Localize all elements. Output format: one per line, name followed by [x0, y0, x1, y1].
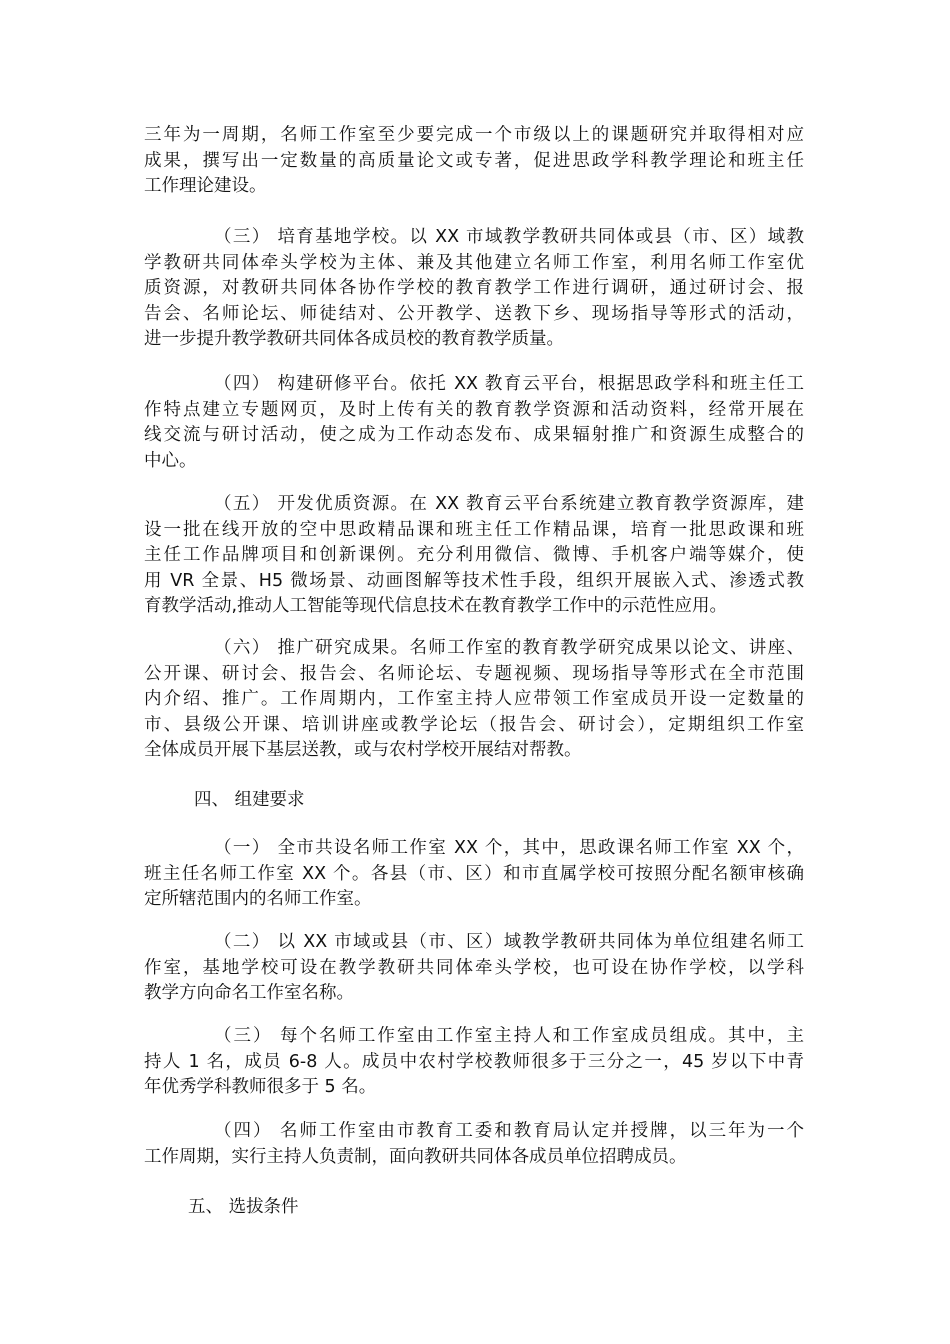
text-line: 用 VR 全景、H5 微场景、动画图解等技术性手段，组织开展嵌入式、渗透式教 — [144, 570, 804, 591]
text-line: 告会、名师论坛、师徒结对、公开教学、送教下乡、现场指导等形式的活动， — [144, 303, 804, 324]
text-line: 学教研共同体牵头学校为主体、兼及其他建立名师工作室，利用名师工作室优 — [144, 252, 804, 273]
paragraph-research-platform — [144, 372, 804, 474]
paragraph-studio-certification — [144, 1119, 804, 1170]
text-line: （一） 全市共设名师工作室 XX 个，其中，思政课名师工作室 XX 个， — [214, 838, 804, 858]
text-line: （六） 推广研究成果。名师工作室的教育教学研究成果以论文、讲座、 — [214, 638, 804, 658]
paragraph-quality-resources — [144, 492, 804, 620]
text-line: 持人 1 名，成员 6-8 人。成员中农村学校教师很多于三分之一，45 岁以下中青 — [144, 1051, 804, 1072]
text-line: 工作理论建设。 — [144, 176, 267, 196]
section-heading-requirements: 四、 组建要求 — [194, 790, 305, 810]
text-line: 主任工作品牌项目和创新课例。充分利用微信、微博、手机客户端等媒介，使 — [144, 545, 804, 565]
section-heading-selection: 五、 选拔条件 — [188, 1197, 299, 1217]
text-line: 质资源，对教研共同体各协作学校的教育教学工作进行调研，通过研讨会、报 — [144, 278, 804, 298]
text-line: 教学方向命名工作室名称。 — [144, 983, 354, 1003]
paragraph-studio-count — [144, 836, 804, 913]
text-line: 育教学活动,推动人工智能等现代信息技术在教育教学工作中的示范性应用。 — [144, 596, 728, 616]
text-line: 进一步提升教学教研共同体各成员校的教育教学质量。 — [144, 329, 564, 349]
text-line: （二） 以 XX 市域或县（市、区）域教学教研共同体为单位组建名师工 — [214, 932, 804, 952]
text-line: 班主任名师工作室 XX 个。各县（市、区）和市直属学校可按照分配名额审核确 — [144, 863, 804, 884]
text-line: 市、县级公开课、培训讲座或教学论坛（报告会、研讨会），定期组织工作室 — [144, 714, 804, 735]
text-line: （三） 培育基地学校。以 XX 市域教学教研共同体或县（市、区）域教 — [214, 227, 804, 247]
text-line: 中心。 — [144, 450, 197, 471]
text-line: （四） 构建研修平台。依托 XX 教育云平台，根据思政学科和班主任工 — [214, 374, 804, 394]
paragraph-promote-results — [144, 636, 804, 764]
text-line: 年优秀学科教师很多于 5 名。 — [144, 1077, 377, 1097]
text-line: 三年为一周期，名师工作室至少要完成一个市级以上的课题研究并取得相对应 — [144, 125, 804, 145]
text-line: 作室，基地学校可设在教学教研共同体牵头学校，也可设在协作学校，以学科 — [144, 957, 804, 978]
paragraph-base-school — [144, 225, 804, 353]
paragraph-studio-organization — [144, 930, 804, 1007]
text-line: 全体成员开展下基层送教，或与农村学校开展结对帮教。 — [144, 740, 582, 760]
text-line: （五） 开发优质资源。在 XX 教育云平台系统建立教育教学资源库，建 — [214, 494, 804, 514]
text-line: 公开课、研讨会、报告会、名师论坛、专题视频、现场指导等形式在全市范围 — [144, 663, 804, 684]
text-line: 定所辖范围内的名师工作室。 — [144, 889, 372, 909]
text-line: 成果，撰写出一定数量的高质量论文或专著，促进思政学科教学理论和班主任 — [144, 150, 804, 171]
text-line: 作特点建立专题网页，及时上传有关的教育教学资源和活动资料，经常开展在 — [144, 399, 804, 420]
text-line: （四） 名师工作室由市教育工委和教育局认定并授牌，以三年为一个 — [214, 1121, 804, 1141]
text-line: 线交流与研讨活动，使之成为工作动态发布、成果辐射推广和资源生成整合的 — [144, 425, 804, 445]
text-line: （三） 每个名师工作室由工作室主持人和工作室成员组成。其中，主 — [214, 1026, 804, 1046]
paragraph-research-cycle — [144, 123, 804, 200]
text-line: 内介绍、推广。工作周期内，工作室主持人应带领工作室成员开设一定数量的 — [144, 689, 804, 709]
text-line: 工作周期，实行主持人负责制，面向教研共同体各成员单位招聘成员。 — [144, 1146, 687, 1167]
paragraph-studio-members — [144, 1024, 804, 1101]
text-line: 设一批在线开放的空中思政精品课和班主任工作精品课，培育一批思政课和班 — [144, 519, 804, 540]
